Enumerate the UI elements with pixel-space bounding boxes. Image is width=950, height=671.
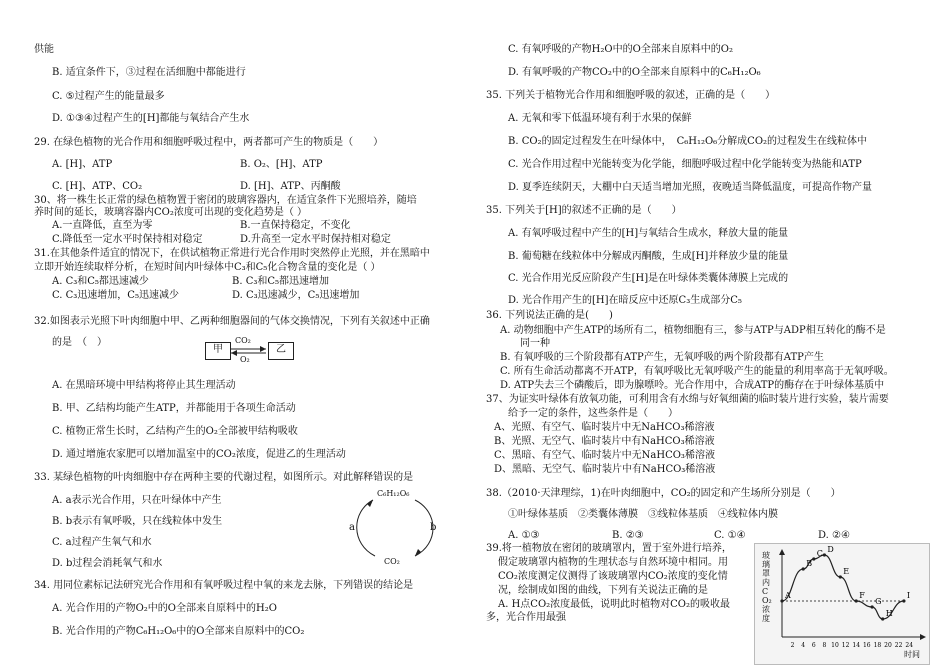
question-35b: 35. 下列关于[H]的叙述不正确的是（ ） bbox=[486, 205, 682, 216]
organelle-jia: 甲 bbox=[205, 342, 231, 360]
option-line: D. C₃迅速减少，C₅迅速增加 bbox=[232, 290, 360, 301]
point-label: F bbox=[859, 591, 865, 600]
question-39-cont: 况，绘制成如图的曲线，下列有关说法正确的是 bbox=[498, 585, 708, 596]
curve-point bbox=[871, 605, 874, 608]
y-axis-label: 玻璃罩内CO₂浓度 bbox=[762, 551, 772, 623]
point-label: D bbox=[827, 545, 834, 554]
option-line: D. ②④ bbox=[818, 530, 850, 541]
option-line: D、黑暗、无空气、临时装片中有NaHCO₃稀溶液 bbox=[494, 464, 716, 475]
option-line: C. 光合作用光反应阶段产生[H]是在叶绿体类囊体薄膜上完成的 bbox=[508, 273, 789, 284]
x-axis-label: 时间 bbox=[904, 650, 920, 659]
question-37: 37、为证实叶绿体有放氧功能，可利用含有水绵与好氧细菌的临时装片进行实验，装片需要 bbox=[486, 394, 889, 405]
option-line: B. b表示有氧呼吸，只在线粒体中发生 bbox=[52, 516, 223, 527]
option-line: D. 夏季连续阴天，大棚中白天适当增加光照，夜晚适当降低温度，可提高作物产量 bbox=[508, 182, 873, 193]
option-line: C. a过程产生氧气和水 bbox=[52, 537, 152, 548]
curve-point bbox=[812, 557, 815, 560]
x-tick-label: 20 bbox=[884, 642, 892, 649]
option-line: C. ①④ bbox=[714, 530, 746, 541]
option-line: C、黑暗、有空气、临时装片中无NaHCO₃稀溶液 bbox=[494, 450, 715, 461]
option-line: D. 有氧呼吸的产物CO₂中的O全部来自原料中的C₆H₁₂O₆ bbox=[508, 67, 761, 78]
x-tick-label: 6 bbox=[811, 642, 816, 649]
curve-point bbox=[855, 599, 858, 602]
co2-label: CO₂ bbox=[384, 557, 400, 566]
point-label: E bbox=[843, 567, 850, 576]
curve-point bbox=[823, 553, 826, 556]
point-label: B bbox=[806, 559, 813, 568]
option-line: B. C₃和C₅都迅速增加 bbox=[232, 276, 330, 287]
question-30-cont: 养时间的延长，玻璃容器内CO₂浓度可出现的变化趋势是（ ） bbox=[34, 207, 308, 218]
x-tick-label: 4 bbox=[801, 642, 806, 649]
question-33: 33. 某绿色植物的叶肉细胞中存在两种主要的代谢过程，如图所示。对此解释错误的是 bbox=[34, 472, 414, 483]
option-line: A. 动物细胞中产生ATP的场所有二，植物细胞有三，参与ATP与ADP相互转化的酶不是 bbox=[500, 325, 886, 336]
option-line: A. H点CO₂浓度最低，说明此时植物对CO₂的吸收最 bbox=[498, 599, 731, 610]
label-b: b bbox=[430, 522, 437, 533]
option-line: D. 光合作用产生的[H]在暗反应中还原C₃生成部分C₅ bbox=[508, 295, 742, 306]
option-line: C. 有氧呼吸的产物H₂O中的O全部来自原料中的O₂ bbox=[508, 44, 733, 55]
figure-39 bbox=[754, 543, 930, 665]
point-label: C bbox=[816, 549, 823, 558]
question-35: 35. 下列关于植物光合作用和细胞呼吸的叙述，正确的是（ ） bbox=[486, 90, 776, 101]
curve-point bbox=[839, 575, 842, 578]
curve-point bbox=[780, 599, 783, 602]
option-line: A. ①③ bbox=[508, 530, 540, 541]
question-38: 38.（2010·天津理综，1)在叶肉细胞中，CO₂的固定和产生场所分别是（ ） bbox=[486, 488, 841, 499]
point-label: A bbox=[785, 591, 791, 600]
co2-curve-chart bbox=[754, 543, 930, 665]
glucose-label: C₆H₁₂O₆ bbox=[377, 489, 410, 498]
option-line: A. 无氧和零下低温环境有利于水果的保鲜 bbox=[508, 113, 692, 124]
option-line: A.一直降低，直至为零 bbox=[52, 220, 153, 231]
option-line: B. ②③ bbox=[612, 530, 644, 541]
x-tick-label: 12 bbox=[841, 642, 850, 649]
option-line-cont: 多，光合作用最强 bbox=[486, 612, 566, 623]
x-tick-label: 14 bbox=[852, 642, 861, 649]
point-label: H bbox=[885, 609, 893, 618]
option-line: B. 光合作用的产物C₆H₁₂O₆中的O全部来自原料中的CO₂ bbox=[52, 626, 305, 637]
question-39: 39.将一植物放在密闭的玻璃罩内，置于室外进行培养， bbox=[486, 543, 732, 554]
option-line: D. ATP失去三个磷酸后，即为腺嘌呤。光合作用中，合成ATP的酶存在于叶绿体基质中 bbox=[500, 380, 885, 391]
option-line: C. ⑤过程产生的能量最多 bbox=[52, 91, 165, 102]
option-line: C. 植物正常生长时，乙结构产生的O₂全部被甲结构吸收 bbox=[52, 426, 298, 437]
x-tick-label: 8 bbox=[822, 642, 827, 649]
question-36: 36. 下列说法正确的是( ) bbox=[486, 310, 613, 321]
x-tick-label: 10 bbox=[831, 642, 839, 649]
option-line: C. 所有生命活动都离不开ATP，有氧呼吸比无氧呼吸产生的能量的利用率高于无氧呼吸。 bbox=[500, 366, 894, 377]
option-line: A. 在黑暗环境中甲结构将停止其生理活动 bbox=[52, 380, 236, 391]
option-line: D. [H]、ATP、丙酮酸 bbox=[240, 181, 341, 192]
option-line: A. [H]、ATP bbox=[52, 159, 113, 170]
question-30: 30、将一株生长正常的绿色植物置于密闭的玻璃容器内，在适宜条件下光照培养，随培 bbox=[34, 195, 417, 206]
question-34: 34. 用同位素标记法研究光合作用和有氧呼吸过程中氧的来龙去脉，下列错误的结论是 bbox=[34, 580, 414, 591]
question-39-cont: CO₂浓度测定仪测得了该玻璃罩内CO₂浓度的变化情 bbox=[498, 571, 728, 582]
curve-point bbox=[881, 617, 884, 620]
option-line: D.升高至一定水平时保持相对稳定 bbox=[240, 234, 391, 245]
option-line: B. 适宜条件下，③过程在活细胞中都能进行 bbox=[52, 67, 246, 78]
curve-point bbox=[802, 567, 805, 570]
option-line: B.一直保持稳定，不变化 bbox=[240, 220, 351, 231]
option-line: C. C₃迅速增加，C₅迅速减少 bbox=[52, 290, 179, 301]
option-line: C.降低至一定水平时保持相对稳定 bbox=[52, 234, 203, 245]
option-line-cont: 同一种 bbox=[520, 338, 550, 349]
option-line: A. a表示光合作用，只在叶绿体中产生 bbox=[52, 495, 222, 506]
point-label: G bbox=[875, 597, 882, 606]
option-line: A. C₃和C₅都迅速减少 bbox=[52, 276, 149, 287]
option-line: A、光照、有空气、临时装片中无NaHCO₃稀溶液 bbox=[494, 422, 715, 433]
option-line: B. CO₂的固定过程发生在叶绿体中， C₆H₁₂O₆分解成CO₂的过程发生在线粒体中 bbox=[508, 136, 868, 147]
option-line: D. ①③④过程产生的[H]都能与氧结合产生水 bbox=[52, 113, 250, 124]
co2-label: CO₂ bbox=[235, 336, 251, 345]
question-39-cont: 假定玻璃罩内植物的生理状态与自然环境中相同。用 bbox=[498, 557, 728, 568]
organelle-yi: 乙 bbox=[268, 342, 294, 360]
option-line: A. 光合作用的产物O₂中的O全部来自原料中的H₂O bbox=[52, 603, 277, 614]
option-line: C. [H]、ATP、CO₂ bbox=[52, 181, 143, 192]
x-tick-label: 24 bbox=[905, 642, 914, 649]
question-32-cont: 的是 （ ） bbox=[52, 337, 107, 348]
option-line: B. O₂、[H]、ATP bbox=[240, 159, 323, 170]
question-37-cont: 给予一定的条件，这些条件是（ ） bbox=[508, 408, 678, 419]
x-tick-label: 18 bbox=[873, 642, 882, 649]
x-tick-label: 22 bbox=[894, 642, 903, 649]
x-tick-label: 2 bbox=[790, 642, 795, 649]
curve-point bbox=[902, 599, 905, 602]
x-tick-label: 16 bbox=[862, 642, 871, 649]
option-line: C. 光合作用过程中光能转变为化学能，细胞呼吸过程中化学能转变为热能和ATP bbox=[508, 159, 862, 170]
option-line: D. 通过增施农家肥可以增加温室中的CO₂浓度，促进乙的生理活动 bbox=[52, 449, 346, 460]
question-29: 29. 在绿色植物的光合作用和细胞呼吸过程中，两者都可产生的物质是（ ） bbox=[34, 137, 384, 148]
text-line: 供能 bbox=[34, 44, 54, 55]
question-31-cont: 立即开始连续取样分析，在短时间内叶绿体中C₃和C₅化合物含量的变化是（ ） bbox=[34, 262, 381, 273]
question-31: 31.在其他条件适宜的情况下，在供试植物正常进行光合作用时突然停止光照，并在黑暗中 bbox=[34, 248, 430, 259]
label-a: a bbox=[349, 522, 355, 533]
o2-label: O₂ bbox=[240, 355, 250, 364]
option-line: A. 有氧呼吸过程中产生的[H]与氧结合生成水，释放大量的能量 bbox=[508, 228, 789, 239]
point-label: I bbox=[906, 591, 911, 600]
option-line: B. 甲、乙结构均能产生ATP，并都能用于各项生命活动 bbox=[52, 403, 296, 414]
option-line: D. b过程会消耗氧气和水 bbox=[52, 558, 163, 569]
option-line: B. 葡萄糖在线粒体中分解成丙酮酸，生成[H]并释放少量的能量 bbox=[508, 251, 789, 262]
option-line: B. 有氧呼吸的三个阶段都有ATP产生，无氧呼吸的两个阶段都有ATP产生 bbox=[500, 352, 824, 363]
question-32: 32.如图表示光照下叶肉细胞中甲、乙两种细胞器间的气体交换情况，下列有关叙述中正确 bbox=[34, 316, 430, 327]
question-38-options: ①叶绿体基质 ②类囊体薄膜 ③线粒体基质 ④线粒体内膜 bbox=[508, 509, 778, 520]
option-line: B、光照、无空气、临时装片中有NaHCO₃稀溶液 bbox=[494, 436, 715, 447]
